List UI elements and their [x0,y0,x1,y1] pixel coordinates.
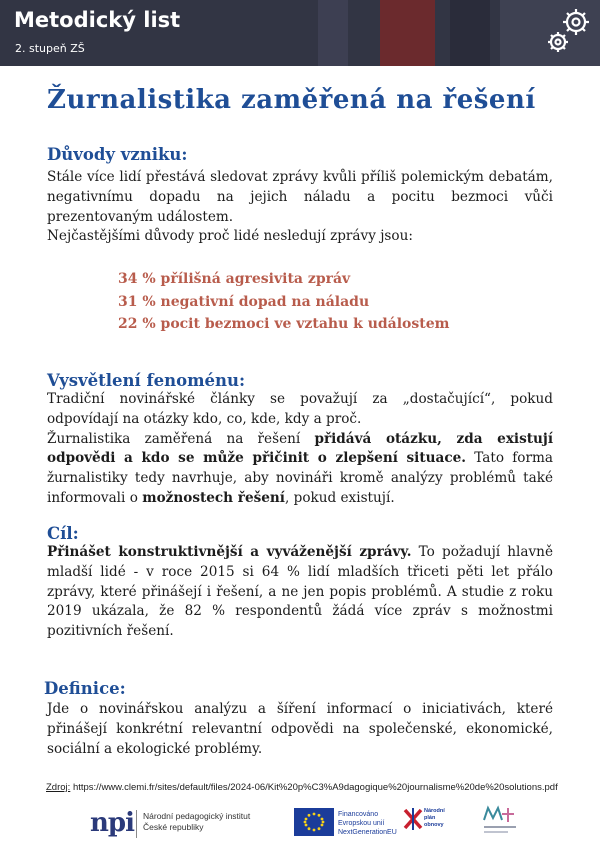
gears-icon [540,4,596,60]
origin-text-1: Stále více lidí přestává sledovat zprávy kvůli příliš polemickým debatám, negativnímu dopadu na jejich náladu a pocitu bezmoci vůči prezentovaným událostem. [47,169,553,225]
eu-flag-icon [294,808,334,836]
header-stripe [450,0,490,66]
origin-text [47,168,553,247]
msmt-logo [480,804,520,838]
source-link[interactable]: https://www.clemi.fr/sites/default/files/2024-06/Kit%20p%C3%A9dagogique%20journalisme%20de%20solutions.pdf [72,782,558,793]
explanation-emphasis-solutions: možnostech řešení [142,489,285,506]
stat-item: 34 % přílišná agresivita zpráv [118,271,351,287]
origin-text-2: Nejčastějšími důvody proč lidé nesledují zprávy jsou: [47,228,413,245]
npi-name: Národní pedagogický institut České republiky [143,811,251,832]
source-label: Zdroj: [46,782,71,793]
section-heading-definition: Definice: [44,679,126,698]
header-subtitle: 2. stupeň ZŠ [15,42,85,55]
header-stripe [318,0,348,66]
header-banner [0,0,600,66]
header-stripe [380,0,435,66]
definition-text: Jde o novinářskou analýzu a šíření informací o iniciativách, které přinášejí konkrétní relevantní odpovědi na společenské, ekonomické, sociální a ekologické problémy. [47,701,553,757]
stat-item: 31 % negativní dopad na náladu [118,293,370,310]
header-title: Metodický list [14,8,181,32]
explanation-text-2e: , pokud existují. [284,489,395,506]
eu-text: Financováno Evropskou unií NextGenerationEU [338,811,397,836]
goal-text-rest: To požadují hlavně mladší lidé - v roce 2015 si 64 % lidí mladších třiceti pěti let přálo zprávy, které přinášejí i řešení, a ne jen popis problémů. A studie z roku 2019 ukázala, že 82 % respondentů žádá více zpráv s možnostmi pozitivních řešení. [47,544,553,640]
explanation-text-2c: Tato forma žurnalistiky tedy navrhuje, aby novináři kromě analýzy problémů také informovali o [47,450,553,506]
npo-text: Národní plán obnovy [424,808,445,828]
stat-item: 22 % pocit bezmoci ve vztahu k událostem [118,316,450,332]
source-line [46,782,558,793]
goal-text [47,543,553,642]
page-title: Žurnalistika zaměřená na řešení [47,85,536,115]
stats-list [118,268,449,336]
explanation-text-2a: Žurnalistika zaměřená na řešení [47,430,315,447]
section-heading-goal: Cíl: [47,524,79,543]
npo-emblem-icon [402,806,424,832]
logo-divider [136,810,137,838]
explanation-text-1: Tradiční novinářské články se považují za „dostačující“, pokud odpovídají na otázky kdo, co, kde, kdy a proč. [47,391,553,427]
footer-logos [0,800,600,846]
section-heading-explanation: Vysvětlení fenoménu: [47,371,246,390]
npo-logo [402,806,445,836]
goal-emphasis: Přinášet konstruktivnější a vyváženější zprávy. [47,544,412,560]
npi-mark: npi [90,808,134,838]
section-heading-origin: Důvody vzniku: [47,145,188,164]
explanation-emphasis: přidává otázku, zda existují odpovědi a kdo se může přičinit o zlepšení situace. [47,430,553,467]
explanation-text [47,390,553,509]
